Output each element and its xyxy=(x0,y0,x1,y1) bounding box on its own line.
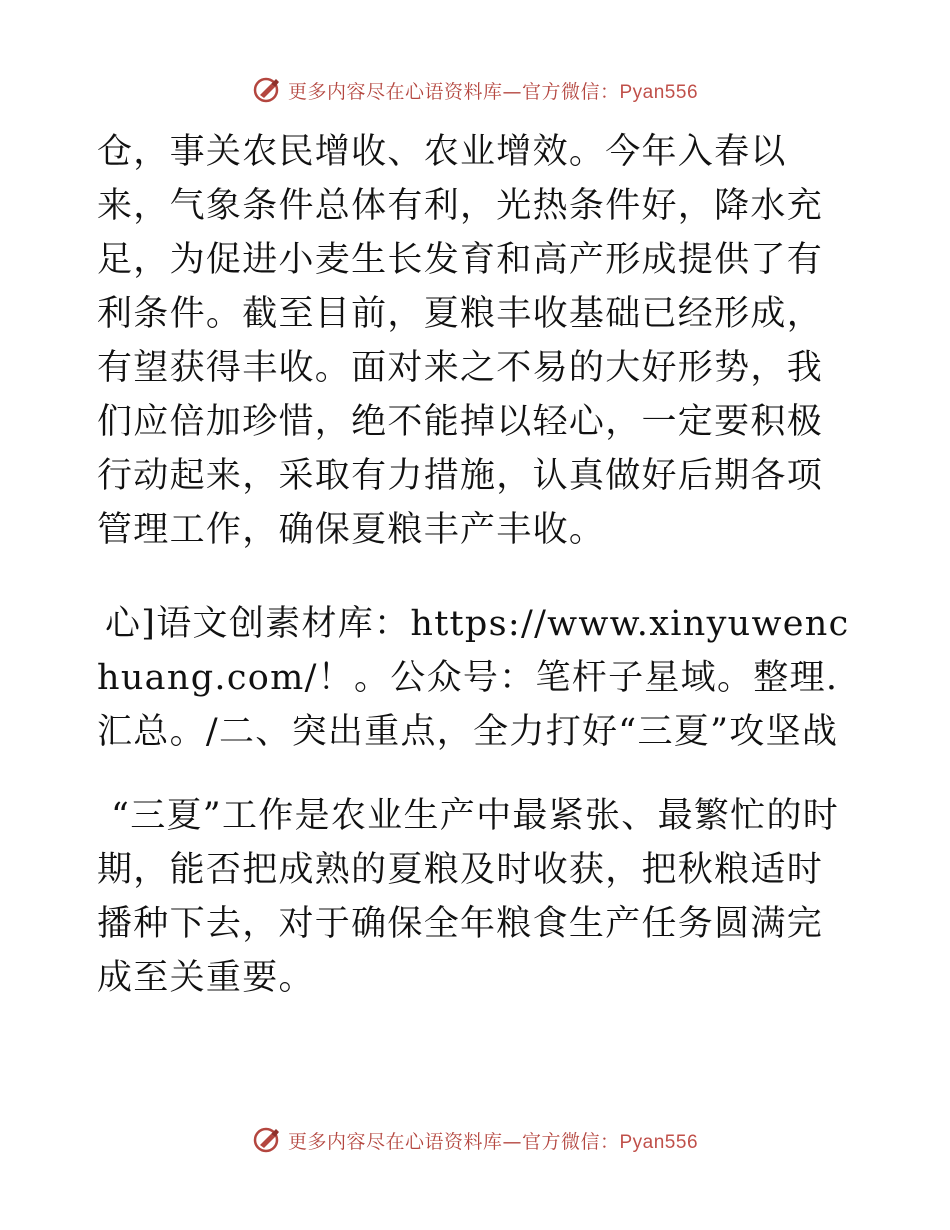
paragraph-3: “三夏”工作是农业生产中最紧张、最繁忙的时期，能否把成熟的夏粮及时收获，把秋粮适时播种下去，对于确保全年粮食生产任务圆满完成至关重要。 xyxy=(97,796,840,998)
pen-seal-icon xyxy=(252,1125,282,1155)
paragraph-2: 心]语文创素材库：https://www.xinyuwenchuang.com/！。公众号：笔杆子星域。整理.汇总。/二、突出重点，全力打好“三夏”攻坚战 xyxy=(97,604,850,752)
footer-banner xyxy=(0,1120,950,1160)
banner-text-cn: 更多内容尽在心语资料库—官方微信： xyxy=(287,1130,620,1153)
header-banner xyxy=(0,70,950,110)
banner-wechat-id: Pyan556 xyxy=(619,1131,699,1153)
banner-text xyxy=(288,77,698,104)
paragraph-1: 仓，事关农民增收、农业增效。今年入春以来，气象条件总体有利，光热条件好，降水充足，为促进小麦生长发育和高产形成提供了有利条件。截至目前，夏粮丰收基础已经形成，有望获得丰收。面对来之不易的大好形势，我们应倍加珍惜，绝不能掉以轻心，一定要积极行动起来，采取有力措施，认真做好后期各项管理工作，确保夏粮丰产丰收。 xyxy=(97,132,824,550)
banner-text xyxy=(288,1127,698,1154)
document-body xyxy=(97,125,857,1005)
pen-seal-icon xyxy=(252,75,282,105)
banner-text-cn: 更多内容尽在心语资料库—官方微信： xyxy=(287,80,620,103)
banner-wechat-id: Pyan556 xyxy=(619,81,699,103)
